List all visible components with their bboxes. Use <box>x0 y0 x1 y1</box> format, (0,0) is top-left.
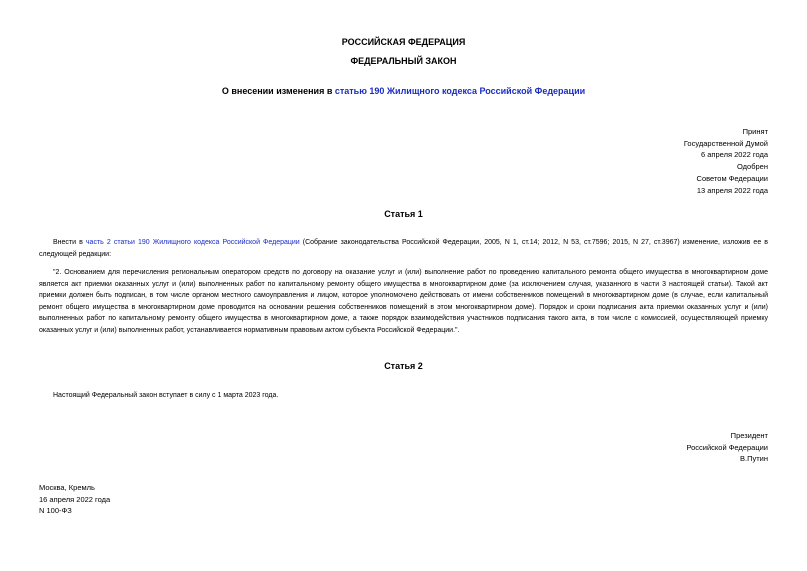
signature-line: В.Путин <box>740 454 768 463</box>
signature-block <box>686 430 768 465</box>
article-1-intro <box>39 237 768 260</box>
article-2-text: Настоящий Федеральный закон вступает в силу с 1 марта 2023 года. <box>53 392 279 399</box>
adoption-line: Государственной Думой <box>683 138 768 148</box>
article-1-quote: "2. Основанием для перечисления региональным оператором средств по договору на оказание услуг и (или) выполнение работ по проведению капитального ремонта общего имущества в многоквартирном доме является акт приемки оказанных услуг и (или) выполненных работ по капитальному ремонту общего имущества в многоквартирном доме (за исключением случая, указанного в части 3 настоящей статьи). Такой акт приемки должен быть подписан, в том числе органом местного самоуправления и лицом, которое уполномочено действовать от имени собственников помещений в многоквартирном доме (в случае, если капитальный ремонт общего имущества в многоквартирном доме проводится на основании решения собственников помещений в этом многоквартирном доме). Порядок и сроки подписания акта приемки оказанных услуг и (или) выполненных работ по капитальному ремонту общего имущества в многоквартирном доме, а также порядок взаимодействия участников подписания такого акта, в том числе с комиссией, осуществляющей приемку оказанных услуг и (или) выполненных работ, устанавливается нормативным правовым актом субъекта Российской Федерации.". <box>39 269 768 334</box>
adoption-line: Советом Федерации <box>696 173 768 183</box>
law-title-link[interactable]: статью 190 Жилищного кодекса Российской Федерации <box>334 86 586 96</box>
adoption-line: Принят <box>742 127 768 136</box>
law-title <box>0 86 807 96</box>
article-1-intro-prefix: Внести в <box>53 239 86 246</box>
adoption-line: Одобрен <box>737 162 768 172</box>
signature-line: Президент <box>730 431 768 440</box>
footer-line: Москва, Кремль <box>39 483 95 492</box>
country-heading: РОССИЙСКАЯ ФЕДЕРАЦИЯ <box>341 37 466 47</box>
signature-line: Российской Федерации <box>686 442 768 452</box>
article-1-heading: Статья 1 <box>384 209 423 219</box>
adoption-line: 6 апреля 2022 года <box>701 150 768 160</box>
law-title-prefix: О внесении изменения в <box>221 86 335 96</box>
article-1-intro-link[interactable]: часть 2 статьи 190 Жилищного кодекса Российской Федерации <box>85 239 300 246</box>
article-1-intro-suffix: (Собрание законодательства Российской Федерации, 2005, N 1, ст.14; 2012, N 53, ст.7596; 2015, N 27, ст.3967) изменение, изложив ее в следующей редакции: <box>39 239 769 258</box>
article-2-heading: Статья 2 <box>384 361 423 371</box>
adoption-line: 13 апреля 2022 года <box>696 185 768 195</box>
document-type-heading: ФЕДЕРАЛЬНЫЙ ЗАКОН <box>350 56 457 66</box>
place-date-number-block <box>39 482 110 517</box>
footer-line: N 100-ФЗ <box>39 506 72 515</box>
adoption-block <box>684 126 768 196</box>
footer-line: 16 апреля 2022 года <box>39 494 111 504</box>
